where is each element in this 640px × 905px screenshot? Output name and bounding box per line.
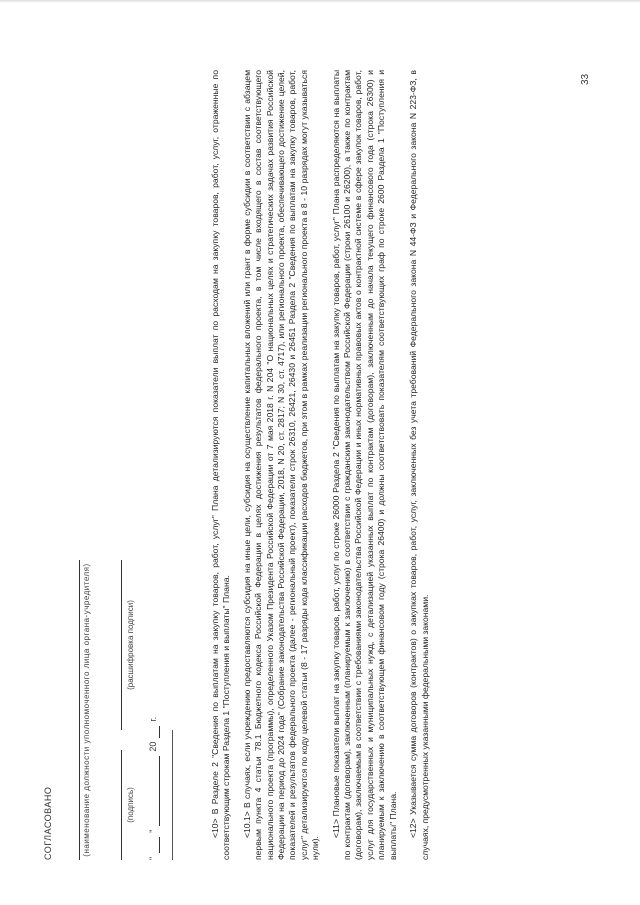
- date-year-blank: [147, 726, 160, 738]
- decoding-line: [107, 560, 122, 730]
- separator-line: [172, 730, 173, 860]
- position-caption: (наименование должности уполномоченного лица органа-учредителя): [82, 563, 91, 857]
- footnote-10-1: <10.1> В случаях, если учреждению предоставляются субсидия на иные цели, субсидия на осуществление капитальных вложений или грант в форме субсидии в соответствии с абзацем первым пункта 4 статьи 78.1 Бюджетного кодекса Российской Федерации в целях достижения результатов федерального проекта, в том числе входящего в состав соответствующего национального проекта (программы), определенного Указом Президента Российской Федерации от 7 мая 2018 г. N 204 "О национальных целях и стратегических задачах развития Российской Федерации на период до 2024 года" (Собрание законодательства Российской Федерации, 2018, N 20, ст. 2817; N 30, ст. 4717), или регионального проекта, обеспечивающего достижение целей, показателей и результатов федерального проекта (далее - региональный проект), показатели строк 26310, 26421, 26430 и 26451 Раздела 2 "Сведения по выплатам на закупку товаров, работ, услуг" детализируются по коду целевой статьи (8 - 17 разряды кода классификации расходов бюджетов, при этом в рамках реализации регионального проекта в 8 - 10 разрядах могут указываться нули).: [241, 70, 321, 860]
- page-number: 33: [580, 73, 591, 85]
- footnotes: [210, 70, 440, 860]
- date-day-blank: [147, 837, 160, 853]
- date-open-quote: ": [148, 856, 158, 860]
- decoding-caption: (расшифровка подписи): [126, 600, 135, 690]
- approval-title: СОГЛАСОВАНО: [43, 786, 53, 860]
- signature-captions: [124, 560, 137, 860]
- date-close-quote: ": [148, 829, 158, 833]
- signature-line: [107, 750, 122, 860]
- footnote-11: <11> Плановые показатели выплат на закупку товаров, работ, услуг по строке 26000 Раздела 2 "Сведения по выплатам на закупку товаров, работ, услуг" Плана распределяются на выплаты по контрактам (договорам), заключенным (планируемым к заключению) в соответствии с гражданским законодательством Российской Федерации (строки 26100 и 26200), а также по контрактам (договорам), заключаемым в соответствии с требованиями законодательства Российской Федерации и иных нормативных правовых актов о контрактной системе в сфере закупок товаров, работ, услуг для государственных и муниципальных нужд, с детализацией указанных выплат по контрактам (договорам), заключенным до начала текущего финансового года (строка 26300) и планируемым к заключению в соответствующем финансовом году (строка 26400) и должны соответствовать показателям соответствующих граф по строке 2600 Раздела 1 "Поступления и выплаты" Плана.: [330, 70, 398, 860]
- date-suffix: г.: [148, 716, 158, 722]
- position-line: [65, 560, 80, 860]
- footnote-10: <10> В Разделе 2 "Сведения по выплатам на закупку товаров, работ, услуг" Плана детализируются показатели выплат по расходам на закупку товаров, работ, услуг, отраженные по соответствующим строкам Раздела 1 "Поступления и выплаты" Плана.: [210, 70, 232, 860]
- date-line: [147, 560, 160, 860]
- signature-row: [107, 560, 122, 860]
- rotated-content: [40, 60, 600, 880]
- approval-block: [42, 560, 173, 860]
- scan-top-edge: [0, 0, 640, 3]
- signature-caption: (подпись): [126, 787, 135, 823]
- date-year-prefix: 20: [148, 741, 158, 752]
- date-month-blank: [147, 756, 160, 826]
- footnote-12: <12> Указывается сумма договоров (контрактов) о закупках товаров, работ, услуг, заключенных без учета требований Федерального закона N 44-ФЗ и Федерального закона N 223-ФЗ, в случаях, предусмотренных указанными федеральными законами.: [408, 70, 430, 860]
